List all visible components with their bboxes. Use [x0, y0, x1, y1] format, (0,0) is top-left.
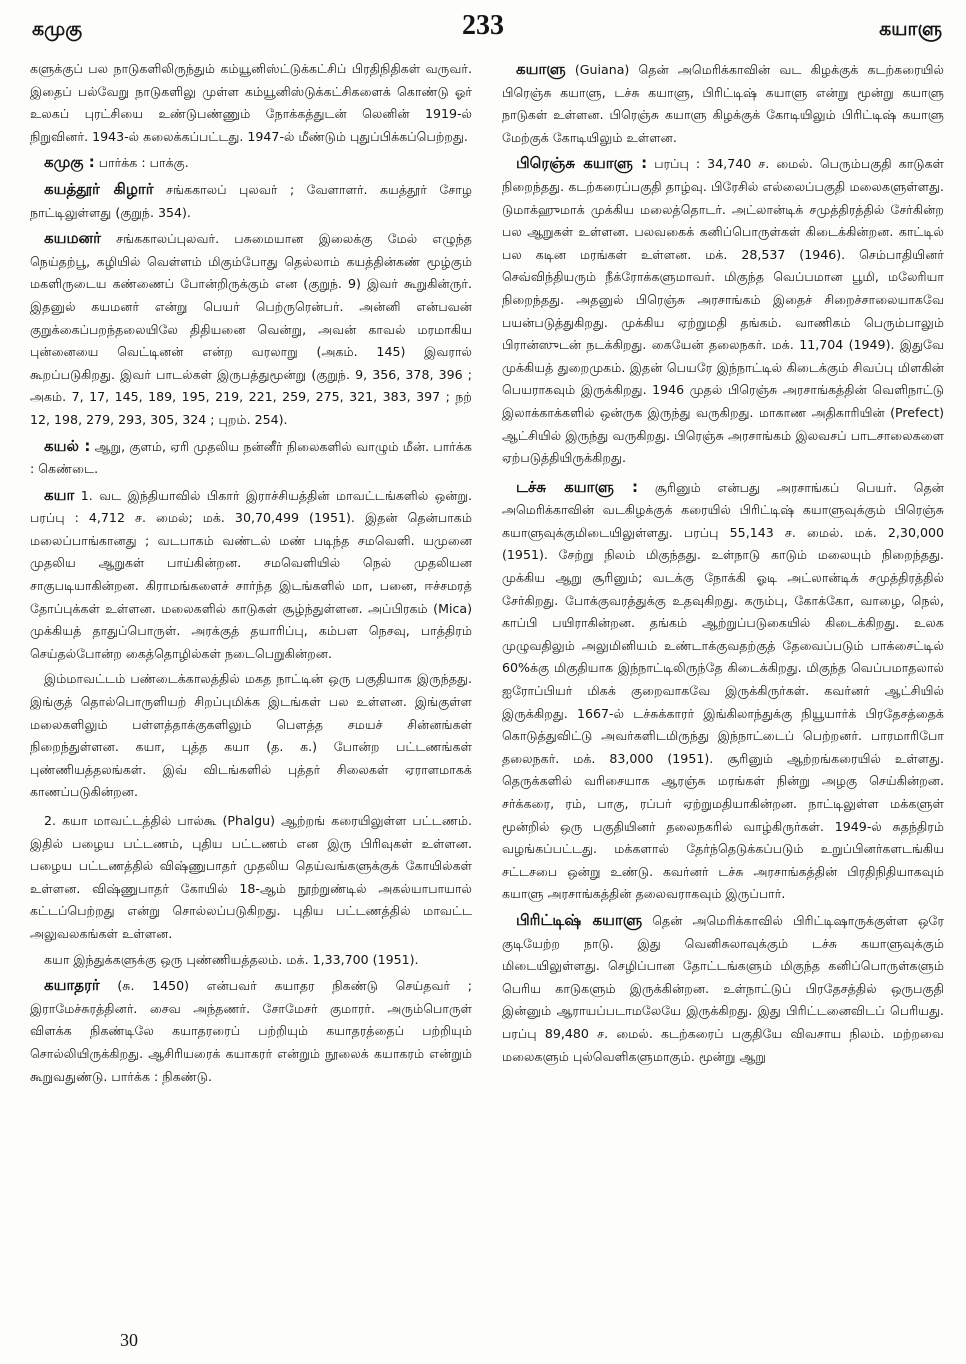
entry-kayathur-kizhar	[30, 178, 472, 224]
text-columns	[30, 58, 944, 1320]
entry-kayatharar	[30, 974, 472, 1088]
entry-text: பரப்பு : 34,740 ச. மைல். பெரும்பகுதி காடுகள் நிறைந்தது. கடற்கரைப்பகுதி தாழ்வு. பிரேசில் எல்லைப்பகுதி மலைகளுள்ளது. டுமாக்ஹுமாக் முக்கிய மலைத்தொடர். அட்லான்டிக் சமுத்திரத்தில் சேர்கின்ற பல ஆறுகள் உள்ளன. பலவகைக் கனிப்பொருள்கள் கிடைக்கின்றன. காட்டில் பல கடின மரங்கள் உள்ளன. மக். 28,537 (1946). செம்பாதியினர் செவ்விந்தியரும் நீக்ரோக்களுமாவர். மிகுந்த வெப்பமான பூமி, மலேரியா நிறைந்தது. அதனுல் பிரெஞ்சு அரசாங்கம் இதைச் சிறைச்சாலையாகவே பயன்படுத்துகிறது. முக்கிய ஏற்றுமதி தங்கம். வாணிகம் பெரும்பாலும் பிரான்ஸுடன் நடக்கிறது. கையேன் தலைநகர். மக். 11,704 (1949). இதுவே முக்கியத் துறைமுகம். இதன் பெயரே இந்நாட்டில் கிடைக்கும் சிவப்பு மிளகின் பெயராகவும் இருக்கிறது. 1946 முதல் பிரெஞ்சு அரசாங்கத்தின் வெளிநாட்டு இலாக்காக்களில் ஒன்ருக இருந்து வருகிறது. மாகாண அதிகாரியின் (Prefect) ஆட்சியில் இருந்து வருகிறது. பிரெஞ்சு அரசாங்கம் இலவசப் பாடசாலைகளை ஏற்படுத்தியிருக்கிறது.	[502, 156, 944, 466]
entry-text: சங்ககாலப்புலவர். பசுமையான இலைக்கு மேல் எழுந்த நெய்தற்பூ, கழியில் வெள்ளம் மிகும்போது தெல்லாம் கயத்தின்கண் மூழ்கும் மகளிருடைய கண்ணைப் போன்றிருக்கும் என (குறுந். 9) இவர் கூறுகின்ருர். இதனுல் கயமனர் என்று பெயர் பெற்ருரென்பர். அன்னி என்பவன் குறுக்கைப்பறந்தலையிலே திதியனை வென்று, அவன் காவல் மரமாகிய புன்னையை வெட்டினன் என்ற வரலாறு (அகம். 145) இவரால் கூறப்படுகிறது. இவர் பாடல்கள் இருபத்துமூன்று (குறுந். 9, 356, 378, 396 ; அகம். 7, 17, 145, 189, 195, 219, 221, 259, 275, 321, 383, 397 ; நற் 12, 198, 279, 293, 305, 324 ; புறம். 254).	[30, 231, 472, 427]
subheading: பிரிட்டிஷ் கயாளு	[516, 910, 643, 929]
entry-text: பார்க்க : பாக்கு.	[94, 155, 189, 171]
subheading: டச்சு கயாளு :	[516, 477, 638, 496]
entry-text: சங்ககாலப் புலவர் ; வேளாளர். கயத்தூர் சோழ நாட்டிலுள்ளது (குறுந். 354).	[30, 181, 472, 220]
entry-kamugu	[30, 151, 472, 175]
entry-guiana	[502, 58, 944, 149]
headword: கயாதரர்	[44, 976, 100, 995]
running-head-left: கமுகு	[32, 18, 83, 40]
right-column	[502, 58, 944, 1320]
entry-text: 1. வட இந்தியாவில் பிகார் இராச்சியத்தின் மாவட்டங்களில் ஒன்று. பரப்பு : 4,712 ச. மைல்; மக். 30,70,499 (1951). இதன் தென்பாகம் மலைப்பாங்கானது ; வடபாகம் வண்டல் மண் படிந்த சமவெளி. யமுனை முதலிய ஆறுகள் பாய்கின்றன. சமவெளியில் நெல் முதலியன சாகுபடியாகின்றன. கிராமங்களைச் சார்ந்த இடங்களில் மா, பனை, ஈச்சமரத் தோப்புக்கள் உள்ளன. மலைகளில் காடுகள் சூழ்ந்துள்ளன. அப்பிரகம் (Mica) முக்கியத் தாதுப்பொருள். அரக்குத் தயாரிப்பு, கம்பள நெசவு, பாத்திரம் செய்தல்போன்ற கைத்தொழில்கள் நடைபெறுகின்றன.	[30, 487, 472, 661]
page-header	[18, 8, 948, 52]
headword: கயமனர்	[44, 229, 101, 248]
entry-kayal	[30, 435, 472, 481]
running-head-right: கயாளு	[879, 18, 942, 40]
headword: கயத்தூர் கிழார்	[44, 179, 154, 198]
entry-french-guiana	[502, 152, 944, 469]
entry-kaya	[30, 484, 472, 666]
entry-paragraph: கயா இந்துக்களுக்கு ஒரு புண்ணியத்தலம். மக். 1,33,700 (1951).	[44, 951, 419, 967]
continued-paragraph: களுக்குப் பல நாடுகளிலிருந்தும் கம்யூனிஸ்ட்டுக்கட்சிப் பிரதிநிதிகள் வருவர். இதைப் பல்வேறு நாடுகளிலு முள்ள கம்யூனிஸ்டுக்கட்சிகளைக் கொண்டு ஓர் உலகப் புரட்சியை உண்டுபண்ணும் நோக்கத்துடன் லெனின் 1919-ல் நிறுவினர். 1943-ல் கலைக்கப்பட்டது. 1947-ல் மீண்டும் புதுப்பிக்கப்பெற்றது.	[30, 61, 472, 144]
entry-text: (Guiana) தென் அமெரிக்காவின் வட கிழக்குக் கடற்கரையில் பிரெஞ்சு கயாளு, டச்சு கயாளு, பிரிட்டிஷ் கயாளு என்று மூன்று கயாளு நாடுகள் உள்ளன. பிரெஞ்சு கயாளு கிழக்குக் கோடியிலும் பிரிட்டிஷ் கயாளு மேற்குக் கோடியிலும் உள்ளன.	[502, 62, 944, 145]
footer-number: 30	[120, 1330, 138, 1350]
headword: கயாளு	[516, 60, 566, 78]
entry-text: ஆறு, குளம், ஏரி முதலிய நன்னீர் நிலைகளில் வாழும் மீன். பார்க்க : கெண்டை.	[30, 438, 472, 477]
entry-text: சூரினும் என்பது அரசாங்கப் பெயர். தென் அமெரிக்காவின் வடகிழக்குக் கரையில் பிரிட்டிஷ் கயாளுவுக்கும் பிரெஞ்சு கயாளுவுக்குமிடையிலுள்ளது. பரப்பு 55,143 ச. மைல். மக். 2,30,000 (1951). சேற்று நிலம் மிகுந்தது. உள்நாடு காடும் மலையும் நிறைந்தது. முக்கிய ஆறு சூரினும்; வடக்கு நோக்கி ஓடி அட்லான்டிக் சமுத்திரத்தில் சேர்கிறது. போக்குவரத்துக்கு உதவுகிறது. கரும்பு, கோக்கோ, வாழை, நெல், காப்பி பயிராகின்றன. தங்கம் ஆற்றுப்படுகையில் கிடைக்கிறது. உலக முழுவதிலும் அலுமினியம் உண்டாக்குவதற்குத் தேவைப்படும் பாக்சைட்டில் 60%க்கு மிகுதியாக இந்நாட்டிலிருந்தே கிடைக்கிறது. மிகுந்த வெப்பமாதலால் ஐரோப்பியர் மிகக் குறைவாகவே இருக்கிருர்கள். கவர்னர் ஆட்சியில் இருக்கிறது. 1667-ல் டச்சுக்காரர் இங்கிலாந்துக்கு நியூயார்க் பிரதேசத்தைக் கொடுத்துவிட்டு அவர்களிடமிருந்து இந்நாட்டைப் பெற்றனர். பாரமாரிபோ தலைநகர். மக். 83,000 (1951). சூரினும் ஆற்றங்கரையில் உள்ளது. தெருக்களில் வரிசையாக ஆரஞ்சு மரங்கள் நின்று அழகு செய்கின்றன. சர்க்கரை, ரம், பாகு, ரப்பர் ஏற்றுமதியாகின்றன. நாட்டிலுள்ள மக்களுள் மூன்றில் ஒரு பகுதியினர் தலைநகரில் வாழ்கிருர்கள். 1949-ல் சுதந்திரம் வழங்கப்பட்டது. மக்களால் தேர்ந்தெடுக்கப்படும் உறுப்பினர்களடங்கிய சட்டசபை ஒன்று உண்டு. கவர்னர் டச்சு அரசாங்கத்தின் பிரதிநிதியாகவும் கயாளு அரசாங்கத்தின் தலைவராகவும் இருப்பார்.	[502, 479, 944, 902]
headword: கயா	[44, 485, 75, 504]
entry-paragraph: 2. கயா மாவட்டத்தில் பால்கூ (Phalgu) ஆற்றங் கரையிலுள்ள பட்டணம். இதில் பழைய பட்டணம், புதிய பட்டணம் என இரு பிரிவுகள் உள்ளன. பழைய பட்டணத்தில் விஷ்ணுபாதர் முதலிய தெய்வங்களுக்குக் கோயில்கள் உள்ளன. விஷ்ணுபாதர் கோயில் 18-ஆம் நூற்றுண்டில் அகல்யாபாயால் கட்டப்பெற்றது என்று சொல்லப்படுகிறது. புதிய பட்டணத்தில் மாவட்ட அலுவலகங்கள் உள்ளன.	[30, 813, 472, 941]
page-number: 233	[462, 10, 504, 41]
headword: கயல் :	[44, 436, 91, 455]
entry-dutch-guiana	[502, 476, 944, 906]
left-column	[30, 58, 472, 1320]
entry-paragraph: இம்மாவட்டம் பண்டைக்காலத்தில் மகத நாட்டின் ஒரு பகுதியாக இருந்தது. இங்குத் தொல்பொருளியற் சிறப்புமிக்க இடங்கள் பல உள்ளன. இங்குள்ள மலைகளிலும் பள்ளத்தாக்குகளிலும் பௌத்த சமயச் சின்னங்கள் நிறைந்துள்ளன. கயா, புத்த கயா (த. க.) போன்ற பட்டணங்கள் புண்ணியத்தலங்கள். இவ் விடங்களில் புத்தர் சிலைகள் ஏராளமாகக் காணப்படுகின்றன.	[30, 671, 472, 800]
subheading: பிரெஞ்சு கயாளு :	[516, 154, 648, 173]
entry-kayamanar	[30, 227, 472, 431]
headword: கமுகு :	[44, 153, 95, 172]
entry-text: (சு. 1450) என்பவர் கயாதர நிகண்டு செய்தவர் ; இராமேச்சுரத்தினர். சைவ அந்தணர். சோமேசர் குமாரர். அரும்பொருள் விளக்க நிகண்டிலே கயாதரரைப் பற்றியும் கயாதரத்தைப் பற்றியும் சொல்லியிருக்கிறது. ஆசிரியரைக் கயாகரர் என்றும் நூலைக் கயாகரம் என்றும் கூறுவதுண்டு. பார்க்க : நிகண்டு.	[30, 978, 472, 1084]
entry-british-guiana	[502, 909, 944, 1068]
entry-text: தென் அமெரிக்காவில் பிரிட்டிஷாருக்குள்ள ஒரே குடியேற்ற நாடு. இது வெனிசுலாவுக்கும் டச்சு கயாளுவுக்கும் மிடையிலுள்ளது. செழிப்பான தோட்டங்களும் மிகுந்த கனிப்பொருள்களும் பெரிய காடுகளும் இருக்கின்றன. உள்நாட்டுப் பிரதேசத்தில் ஒருபகுதி இன்னும் ஆராயப்படாமலேயே இருக்கிறது. இது பிரிட்டனைவிடப் பெரியது. பரப்பு 89,480 ச. மைல். கடற்கரைப் பகுதியே விவசாய நிலம். மற்றவை மலைகளும் புல்வெளிகளுமாகும். மூன்று ஆறு	[502, 912, 944, 1064]
